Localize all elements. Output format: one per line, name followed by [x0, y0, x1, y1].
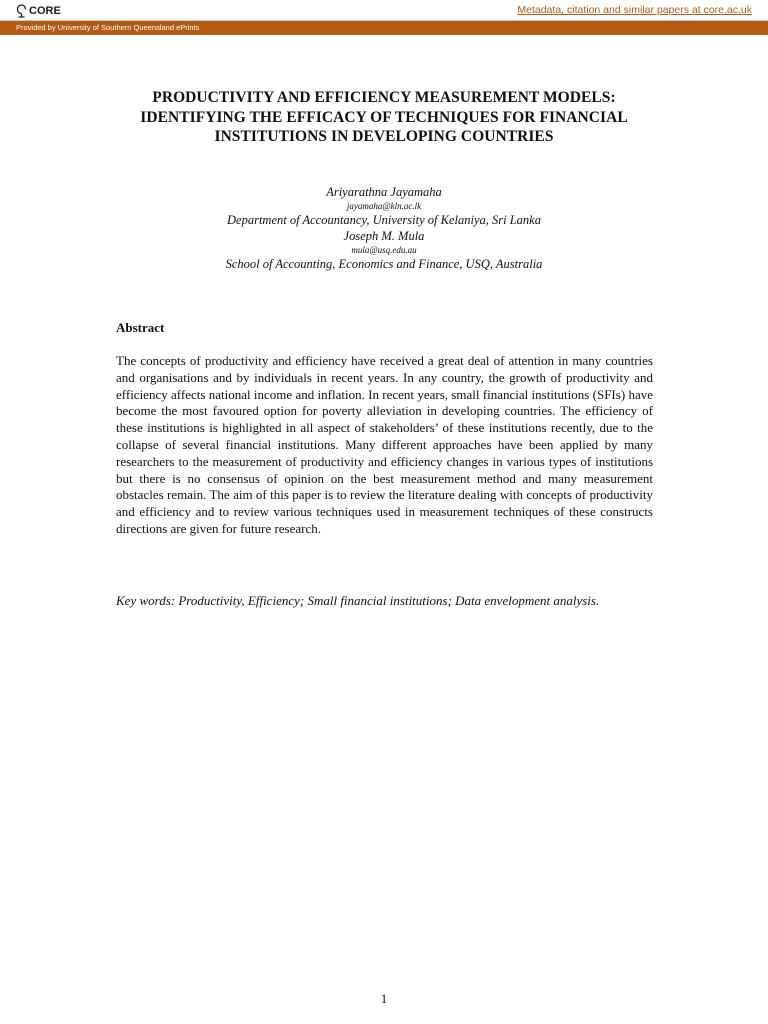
core-logo-text: CORE: [29, 4, 61, 17]
author-name: Ariyarathna Jayamaha: [326, 185, 442, 199]
core-logo[interactable]: [16, 3, 61, 18]
abstract-heading: Abstract: [116, 320, 165, 335]
author-name: Joseph M. Mula: [343, 229, 425, 243]
abstract-body: The concepts of productivity and efficiency have received a great deal of attention in many countries and organisations and by individuals in recent years. In any country, the growth of productivity and efficiency affects national income and inflation. In recent years, small financial institutions (SFIs) have become the most favoured option for poverty alleviation in developing countries. The efficiency of these institutions is highlighted in all aspect of stakeholders’ of these institutions recently, due to the collapse of several financial institutions. Many different approaches have been applied by many researchers to the measurement of productivity and efficiency changes in various types of institutions but there is no consensus of opinion on the best measurement method and many measurement obstacles remain. The aim of this paper is to review the literature dealing with concepts of productivity and efficiency and to review various techniques used in measurement techniques of these constructs directions are given for future research.: [116, 353, 653, 536]
provider-text: Provided by University of Southern Queensland ePrints: [16, 23, 200, 32]
author-email: mula@usq.edu.au: [351, 245, 417, 255]
page-number: 1: [380, 991, 388, 1006]
keywords: Key words: Productivity, Efficiency; Small financial institutions; Data envelopment analysis.: [116, 593, 600, 608]
author-block: [116, 184, 652, 272]
author-email: jayamaha@kln.ac.lk: [346, 201, 422, 211]
paper-title: PRODUCTIVITY AND EFFICIENCY MEASUREMENT MODELS: IDENTIFYING THE EFFICACY OF TECHNIQUES FOR FINANCIAL INSTITUTIONS IN DEVELOPING COUNTRIES: [140, 89, 628, 145]
core-banner: [0, 0, 768, 21]
provider-bar: [0, 21, 768, 35]
core-metadata-link[interactable]: Metadata, citation and similar papers at core.ac.uk: [517, 4, 752, 16]
author-affiliation: Department of Accountancy, University of Kelaniya, Sri Lanka: [227, 213, 541, 227]
core-logo-icon: [16, 4, 27, 18]
author-affiliation: School of Accounting, Economics and Finance, USQ, Australia: [225, 257, 543, 271]
